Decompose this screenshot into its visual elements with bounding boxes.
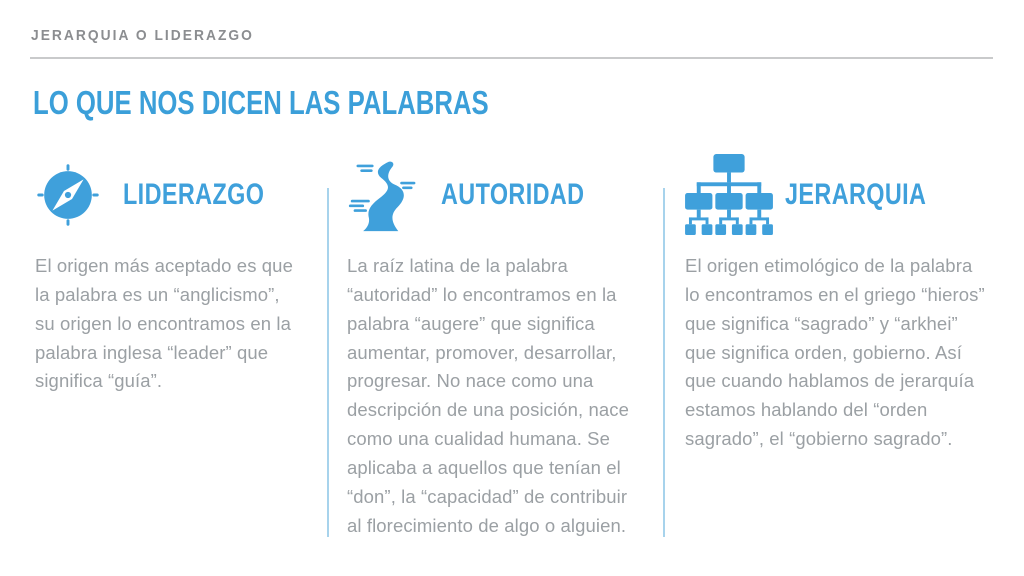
column-jerarquia-heading: JERARQUIA bbox=[785, 178, 927, 211]
column-liderazgo-text: El origen más aceptado es que la palabra es un “anglicismo”, su origen lo encontramos en la palabra inglesa “leader” que significa “guía”. bbox=[35, 255, 293, 392]
page-title: LO QUE NOS DICEN LAS PALABRAS bbox=[33, 84, 489, 121]
column-liderazgo bbox=[35, 145, 303, 396]
column-autoridad bbox=[347, 145, 645, 541]
column-jerarquia-header bbox=[685, 145, 987, 245]
org-chart-icon bbox=[685, 154, 773, 236]
column-divider-2 bbox=[663, 188, 665, 537]
column-autoridad-header bbox=[347, 145, 645, 245]
column-liderazgo-header bbox=[35, 145, 303, 245]
river-icon bbox=[347, 157, 423, 233]
column-autoridad-text: La raíz latina de la palabra “autoridad” lo encontramos en la palabra “augere” que significa aumentar, promover, desarrollar, progresar. No nace como una descripción de una posición, nace como una cualidad humana. Se aplicaba a aquellos que tenían el “don”, la “capacidad” de contribuir al florecimiento de algo o alguien. bbox=[347, 255, 630, 536]
header-divider-line bbox=[30, 57, 993, 59]
compass-icon bbox=[35, 162, 101, 228]
column-divider-1 bbox=[327, 188, 329, 537]
column-liderazgo-heading: LIDERAZGO bbox=[123, 178, 265, 211]
slide-kicker: JERARQUIA O LIDERAZGO bbox=[31, 27, 254, 44]
column-jerarquia bbox=[685, 145, 987, 454]
column-autoridad-heading: AUTORIDAD bbox=[441, 178, 585, 211]
column-jerarquia-text: El origen etimológico de la palabra lo encontramos en el griego “hieros” que significa “sagrado” y “arkhei” que significa orden, gobierno. Así que cuando hablamos de jerarquía estamos hablando del “orden sagrado”, el “gobierno sagrado”. bbox=[685, 255, 985, 450]
